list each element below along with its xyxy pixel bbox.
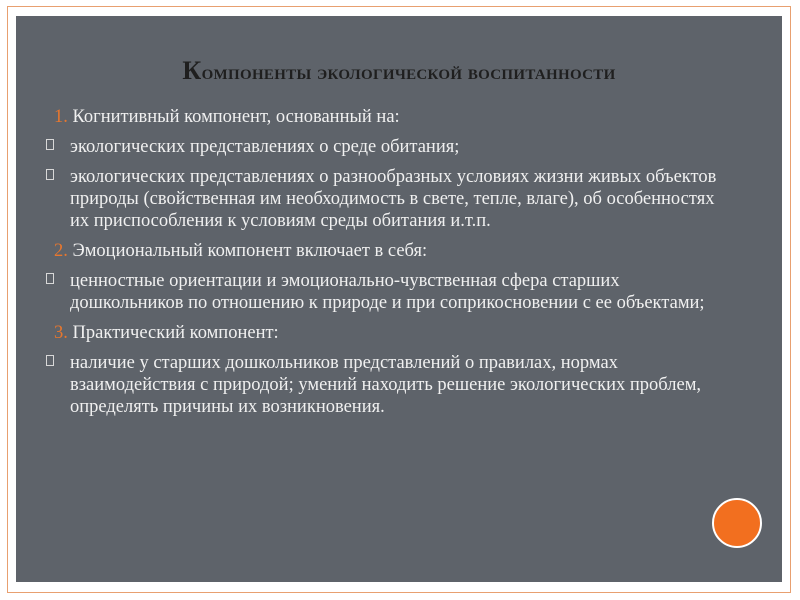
item-number: 2. xyxy=(54,241,68,261)
item-text: экологических представлениях о среде обитания; xyxy=(70,137,460,157)
item-number: 1. xyxy=(54,107,68,127)
numbered-item-3 xyxy=(46,322,736,344)
item-text: наличие у старших дошкольников представлений о правилах, нормах взаимодействия с природой; умений находить решение экологических проблем, определять причины их возникновения. xyxy=(70,353,702,417)
bullet-item-4 xyxy=(46,352,736,418)
item-text: Эмоциональный компонент включает в себя: xyxy=(72,241,428,261)
title-initial: К xyxy=(182,56,202,85)
orange-circle-decoration xyxy=(712,498,762,548)
item-text: Практический компонент: xyxy=(72,323,279,343)
item-number: 3. xyxy=(54,323,68,343)
bullet-item-2 xyxy=(46,166,736,232)
square-bullet-icon xyxy=(46,273,54,284)
bullet-item-3 xyxy=(46,270,736,314)
bullet-item-1 xyxy=(46,136,736,158)
slide-title xyxy=(16,56,782,86)
item-text: ценностные ориентации и эмоционально-чувственная сфера старших дошкольников по отношению к природе и при соприкосновении с ее объектами; xyxy=(70,271,705,313)
square-bullet-icon xyxy=(46,139,54,150)
title-rest: омпоненты экологической воспитанности xyxy=(201,60,616,84)
item-text: Когнитивный компонент, основанный на: xyxy=(72,107,400,127)
numbered-item-1 xyxy=(46,106,736,128)
slide-content xyxy=(46,106,736,426)
content-panel xyxy=(16,16,782,582)
item-text: экологических представлениях о разнообразных условиях жизни живых объектов природы (свойственная им необходимость в свете, тепле, влаге), об особенностях их приспособления к условиям среды обитания и.т.п. xyxy=(70,167,717,231)
numbered-item-2 xyxy=(46,240,736,262)
square-bullet-icon xyxy=(46,355,54,366)
square-bullet-icon xyxy=(46,169,54,180)
